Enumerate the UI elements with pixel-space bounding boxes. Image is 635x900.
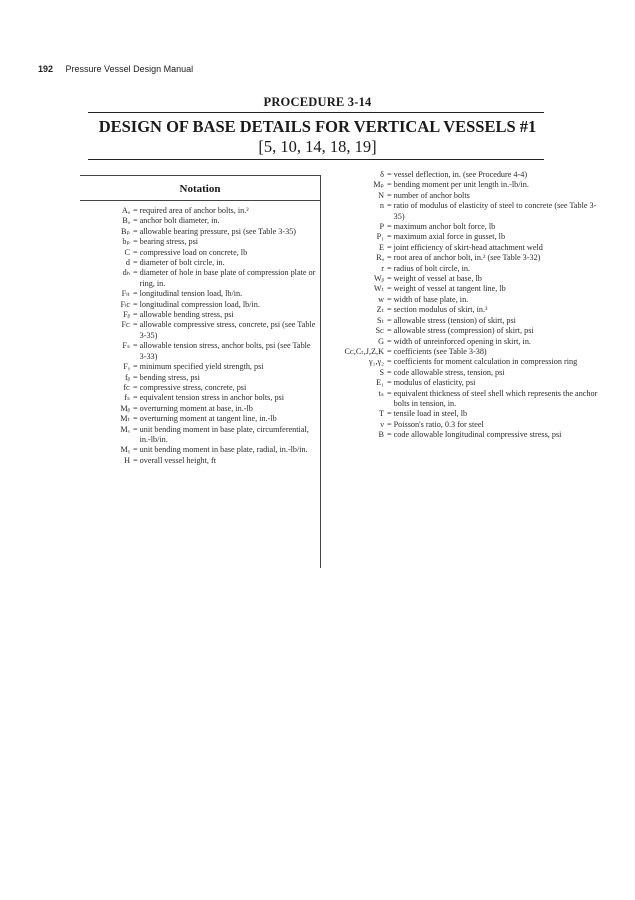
book-title: Pressure Vessel Design Manual bbox=[65, 64, 194, 74]
equals-sign: = bbox=[387, 232, 392, 242]
notation-entry bbox=[322, 420, 598, 430]
equals-sign: = bbox=[133, 216, 138, 226]
notation-symbol: Fᴄ bbox=[121, 320, 130, 330]
notation-entry bbox=[322, 264, 598, 274]
equals-sign: = bbox=[387, 170, 392, 179]
notation-entry bbox=[322, 305, 598, 315]
notation-symbol: Mᵦ bbox=[120, 403, 130, 413]
notation-definition: Poisson's ratio, 0.3 for steel bbox=[393, 419, 484, 429]
equals-sign: = bbox=[387, 367, 392, 377]
notation-symbol: H bbox=[124, 455, 130, 465]
notation-symbol: r bbox=[381, 263, 384, 273]
equals-sign: = bbox=[133, 372, 138, 382]
equals-sign: = bbox=[387, 346, 392, 356]
procedure-label: PROCEDURE 3-14 bbox=[263, 95, 372, 109]
equals-sign: = bbox=[133, 403, 138, 413]
notation-symbol: Fₗc bbox=[120, 299, 130, 309]
notation-definition: allowable tension stress, anchor bolts, psi (see Table 3-33) bbox=[139, 341, 311, 361]
equals-sign: = bbox=[387, 180, 392, 190]
notation-entry bbox=[80, 425, 318, 446]
notation-definition: maximum anchor bolt force, lb bbox=[393, 222, 496, 232]
notation-left-column bbox=[80, 206, 318, 466]
notation-definition: allowable compressive stress, concrete, psi (see Table 3-35) bbox=[139, 320, 316, 340]
equals-sign: = bbox=[387, 201, 392, 211]
notation-entry bbox=[322, 337, 598, 347]
equals-sign: = bbox=[387, 222, 392, 232]
notation-symbol: Rₐ bbox=[376, 253, 384, 263]
equals-sign: = bbox=[133, 320, 138, 330]
notation-definition: longitudinal tension load, lb/in. bbox=[139, 289, 243, 299]
notation-definition: width of unreinforced opening in skirt, in. bbox=[393, 336, 531, 346]
equals-sign: = bbox=[387, 430, 392, 440]
notation-entry bbox=[322, 180, 598, 190]
notation-rule-top bbox=[80, 175, 320, 176]
notation-entry bbox=[80, 341, 318, 362]
notation-definition: weight of vessel at tangent line, lb bbox=[393, 284, 506, 294]
title-rule-bottom bbox=[88, 159, 544, 160]
equals-sign: = bbox=[133, 289, 138, 299]
notation-definition: vessel deflection, in. (see Procedure 4-4) bbox=[393, 170, 528, 179]
notation-symbol: fᵦ bbox=[124, 372, 130, 382]
notation-symbol: C bbox=[124, 247, 130, 257]
notation-entry bbox=[80, 206, 318, 216]
notation-symbol: bₚ bbox=[122, 237, 130, 247]
notation-entry bbox=[80, 216, 318, 226]
notation-symbol: d bbox=[125, 258, 130, 268]
notation-entry bbox=[322, 274, 598, 284]
notation-definition: code allowable stress, tension, psi bbox=[393, 367, 505, 377]
notation-heading: Notation bbox=[179, 183, 221, 195]
equals-sign: = bbox=[133, 206, 138, 215]
notation-symbol: P₁ bbox=[376, 232, 384, 242]
notation-symbol: Aₐ bbox=[121, 206, 130, 215]
equals-sign: = bbox=[387, 357, 392, 367]
notation-entry bbox=[322, 284, 598, 294]
notation-entry bbox=[322, 222, 598, 232]
notation-symbol: B bbox=[378, 430, 384, 440]
equals-sign: = bbox=[133, 237, 138, 247]
notation-entry bbox=[322, 409, 598, 419]
notation-symbol: Mₚ bbox=[373, 180, 384, 190]
notation-symbol: w bbox=[378, 294, 384, 304]
notation-symbol: Fₗₜ bbox=[121, 289, 130, 299]
notation-symbol: n bbox=[379, 201, 384, 211]
notation-definition: bending stress, psi bbox=[139, 372, 200, 382]
title-rule-top bbox=[88, 112, 544, 113]
notation-entry bbox=[322, 378, 598, 388]
equals-sign: = bbox=[387, 190, 392, 200]
notation-symbol: Mₓ bbox=[120, 424, 130, 434]
notation-definition: anchor bolt diameter, in. bbox=[139, 216, 220, 226]
notation-definition: tensile load in steel, lb bbox=[393, 409, 468, 419]
notation-entry bbox=[322, 232, 598, 242]
notation-entry bbox=[322, 170, 598, 180]
notation-entry bbox=[80, 258, 318, 268]
notation-definition: number of anchor bolts bbox=[393, 190, 470, 200]
notation-entry bbox=[80, 456, 318, 466]
notation-entry bbox=[80, 237, 318, 247]
notation-definition: section modulus of skirt, in.³ bbox=[393, 305, 488, 315]
notation-symbol: fₛ bbox=[124, 393, 130, 403]
notation-entry bbox=[322, 201, 598, 222]
notation-symbol: Mₜ bbox=[120, 414, 130, 424]
notation-definition: allowable stress (compression) of skirt, psi bbox=[393, 326, 534, 336]
equals-sign: = bbox=[133, 341, 138, 351]
notation-entry bbox=[80, 373, 318, 383]
notation-definition: equivalent thickness of steel shell which represents the anchor bolts in tension, in. bbox=[393, 388, 598, 408]
equals-sign: = bbox=[133, 382, 138, 392]
notation-symbol: Sₜ bbox=[377, 315, 384, 325]
notation-symbol: Fₛ bbox=[122, 341, 130, 351]
notation-entry bbox=[80, 289, 318, 299]
notation-entry bbox=[322, 357, 598, 367]
notation-entry bbox=[80, 227, 318, 237]
notation-definition: allowable stress (tension) of skirt, psi bbox=[393, 315, 516, 325]
notation-symbol: S bbox=[379, 367, 384, 377]
equals-sign: = bbox=[387, 305, 392, 315]
notation-entry bbox=[80, 310, 318, 320]
equals-sign: = bbox=[133, 393, 138, 403]
notation-entry bbox=[322, 347, 598, 357]
notation-symbol: P bbox=[379, 222, 384, 232]
notation-definition: joint efficiency of skirt-head attachment weld bbox=[393, 242, 543, 252]
notation-definition: overall vessel height, ft bbox=[139, 455, 217, 465]
equals-sign: = bbox=[387, 274, 392, 284]
notation-definition: modulus of elasticity, psi bbox=[393, 378, 476, 388]
notation-entry bbox=[80, 393, 318, 403]
equals-sign: = bbox=[133, 445, 138, 455]
equals-sign: = bbox=[387, 336, 392, 346]
notation-entry bbox=[322, 243, 598, 253]
equals-sign: = bbox=[387, 242, 392, 252]
equals-sign: = bbox=[133, 258, 138, 268]
equals-sign: = bbox=[133, 362, 138, 372]
notation-symbol: Zₜ bbox=[376, 305, 384, 315]
equals-sign: = bbox=[387, 263, 392, 273]
notation-definition: maximum axial force in gusset, lb bbox=[393, 232, 506, 242]
equals-sign: = bbox=[133, 455, 138, 465]
notation-right-column bbox=[322, 170, 598, 441]
notation-definition: minimum specified yield strength, psi bbox=[139, 362, 264, 372]
equals-sign: = bbox=[133, 424, 138, 434]
equals-sign: = bbox=[133, 310, 138, 320]
equals-sign: = bbox=[133, 268, 138, 278]
notation-symbol: Sᴄ bbox=[375, 326, 384, 336]
notation-rule-bottom bbox=[80, 200, 320, 201]
notation-symbol: Wᵦ bbox=[373, 274, 384, 284]
notation-entry bbox=[80, 300, 318, 310]
equals-sign: = bbox=[387, 294, 392, 304]
equals-sign: = bbox=[133, 299, 138, 309]
notation-definition: diameter of bolt circle, in. bbox=[139, 258, 225, 268]
page-number: 192 bbox=[38, 64, 54, 74]
notation-entry bbox=[80, 320, 318, 341]
notation-symbol: dₕ bbox=[122, 268, 130, 278]
notation-entry bbox=[322, 295, 598, 305]
notation-entry bbox=[80, 248, 318, 258]
notation-definition: coefficients (see Table 3-38) bbox=[393, 346, 487, 356]
notation-entry bbox=[80, 445, 318, 455]
notation-definition: weight of vessel at base, lb bbox=[393, 274, 482, 284]
notation-definition: bearing stress, psi bbox=[139, 237, 199, 247]
notation-symbol: E₁ bbox=[376, 378, 384, 388]
equals-sign: = bbox=[387, 388, 392, 398]
notation-entry bbox=[322, 326, 598, 336]
notation-definition: ratio of modulus of elasticity of steel to concrete (see Table 3-35) bbox=[393, 201, 597, 221]
equals-sign: = bbox=[133, 247, 138, 257]
notation-entry bbox=[322, 389, 598, 410]
notation-entry bbox=[322, 430, 598, 440]
notation-definition: overturning moment at tangent line, in.-lb bbox=[139, 414, 277, 424]
notation-symbol: Fᵦ bbox=[123, 310, 130, 320]
notation-definition: equivalent tension stress in anchor bolts, psi bbox=[139, 393, 285, 403]
column-divider bbox=[320, 175, 321, 568]
notation-symbol: tₛ bbox=[378, 388, 384, 398]
equals-sign: = bbox=[133, 414, 138, 424]
notation-definition: diameter of hole in base plate of compression plate or ring, in. bbox=[139, 268, 316, 288]
notation-definition: radius of bolt circle, in. bbox=[393, 263, 471, 273]
notation-symbol: Bₚ bbox=[121, 226, 130, 236]
notation-definition: code allowable longitudinal compressive stress, psi bbox=[393, 430, 562, 440]
notation-symbol: γ₁,γ₂ bbox=[369, 357, 384, 367]
notation-symbol: G bbox=[378, 336, 384, 346]
notation-definition: bending moment per unit length in.-lb/in. bbox=[393, 180, 529, 190]
notation-symbol: fᴄ bbox=[123, 382, 130, 392]
notation-entry bbox=[322, 191, 598, 201]
notation-symbol: δ bbox=[380, 170, 384, 179]
notation-entry bbox=[80, 362, 318, 372]
notation-symbol: E bbox=[378, 242, 384, 252]
notation-definition: compressive stress, concrete, psi bbox=[139, 382, 247, 392]
notation-entry bbox=[80, 383, 318, 393]
notation-definition: longitudinal compression load, lb/in. bbox=[139, 299, 260, 309]
notation-definition: allowable bearing pressure, psi (see Table 3-35) bbox=[139, 226, 296, 236]
notation-symbol: Bₐ bbox=[122, 216, 130, 226]
equals-sign: = bbox=[387, 409, 392, 419]
notation-entry bbox=[80, 414, 318, 424]
notation-definition: unit bending moment in base plate, radial, in.-lb/in. bbox=[139, 445, 308, 455]
equals-sign: = bbox=[387, 378, 392, 388]
notation-symbol: T bbox=[378, 409, 384, 419]
notation-entry bbox=[80, 268, 318, 289]
notation-entry bbox=[322, 316, 598, 326]
notation-definition: overturning moment at base, in.-lb bbox=[139, 403, 253, 413]
notation-symbol: Cᴄ,Cₜ,J,Z,K bbox=[344, 346, 384, 356]
notation-symbol: Mᵧ bbox=[120, 445, 130, 455]
notation-definition: compressive load on concrete, lb bbox=[139, 247, 248, 257]
equals-sign: = bbox=[133, 226, 138, 236]
notation-entry bbox=[322, 253, 598, 263]
notation-entry bbox=[80, 404, 318, 414]
equals-sign: = bbox=[387, 253, 392, 263]
notation-symbol: Fᵧ bbox=[123, 362, 130, 372]
notation-definition: width of base plate, in. bbox=[393, 294, 469, 304]
equals-sign: = bbox=[387, 284, 392, 294]
equals-sign: = bbox=[387, 419, 392, 429]
notation-definition: root area of anchor bolt, in.² (see Table 3-32) bbox=[393, 253, 541, 263]
equals-sign: = bbox=[387, 315, 392, 325]
notation-definition: unit bending moment in base plate, circumferential, in.-lb/in. bbox=[139, 424, 309, 444]
notation-symbol: ν bbox=[380, 419, 384, 429]
equals-sign: = bbox=[387, 326, 392, 336]
page-title: DESIGN OF BASE DETAILS FOR VERTICAL VESSELS #1 bbox=[98, 117, 537, 136]
running-head bbox=[38, 64, 193, 74]
notation-entry bbox=[322, 368, 598, 378]
notation-symbol: N bbox=[378, 190, 384, 200]
notation-symbol: Wₜ bbox=[373, 284, 384, 294]
notation-definition: coefficients for moment calculation in compression ring bbox=[393, 357, 578, 367]
references: [5, 10, 14, 18, 19] bbox=[258, 137, 377, 156]
notation-definition: required area of anchor bolts, in.² bbox=[139, 206, 249, 215]
notation-definition: allowable bending stress, psi bbox=[139, 310, 234, 320]
